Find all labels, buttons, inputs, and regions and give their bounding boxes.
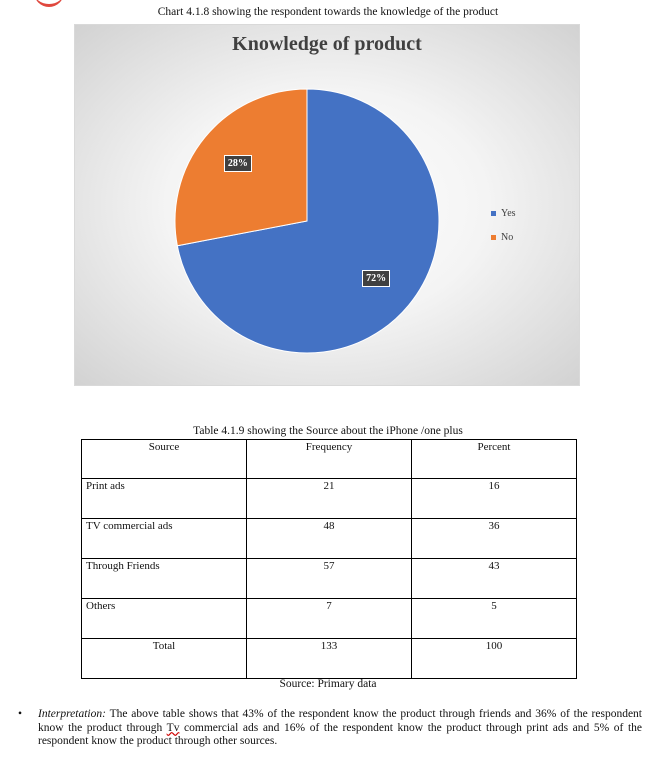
interpretation-label: Interpretation: — [38, 708, 106, 720]
data-label-no: 28% — [224, 155, 252, 172]
cell-source: Through Friends — [82, 559, 247, 599]
cell-source-total: Total — [82, 639, 247, 679]
spellcheck-word: Tv — [166, 721, 180, 734]
cell-percent: 43 — [412, 559, 577, 599]
source-note: Source: Primary data — [279, 678, 377, 690]
chart-title: Knowledge of product — [232, 33, 422, 55]
bullet-icon: • — [18, 708, 23, 720]
cell-percent: 36 — [412, 519, 577, 559]
legend-label-no: No — [501, 231, 514, 243]
chart-legend — [491, 207, 516, 255]
cell-frequency: 48 — [247, 519, 412, 559]
interpretation-part-2: commercial ads and 16% of the respondent know the product through print ads and 5% of the respondent know the product through other sources. — [38, 721, 642, 747]
legend-item-no — [491, 231, 516, 243]
cell-frequency-total: 133 — [247, 639, 412, 679]
table-row — [82, 519, 577, 559]
interpretation-paragraph — [18, 708, 642, 749]
table-row — [82, 599, 577, 639]
source-table — [81, 439, 577, 679]
cell-percent: 5 — [412, 599, 577, 639]
pie-chart — [74, 24, 580, 386]
interpretation-text — [38, 708, 642, 749]
cell-percent: 16 — [412, 479, 577, 519]
chart-caption: Chart 4.1.8 showing the respondent towards the knowledge of the product — [157, 6, 499, 18]
pie-svg — [75, 25, 581, 387]
legend-swatch-no — [491, 235, 496, 240]
table-row — [82, 479, 577, 519]
cell-source: Others — [82, 599, 247, 639]
legend-swatch-yes — [491, 211, 496, 216]
legend-label-yes: Yes — [501, 207, 516, 219]
header-source: Source — [82, 440, 247, 479]
table-row — [82, 559, 577, 599]
table-header-row — [82, 440, 577, 479]
cell-source: Print ads — [82, 479, 247, 519]
data-label-yes: 72% — [362, 270, 390, 287]
table-caption: Table 4.1.9 showing the Source about the iPhone /one plus — [193, 425, 463, 437]
cell-frequency: 57 — [247, 559, 412, 599]
cell-frequency: 21 — [247, 479, 412, 519]
header-frequency: Frequency — [247, 440, 412, 479]
cell-percent-total: 100 — [412, 639, 577, 679]
cell-source: TV commercial ads — [82, 519, 247, 559]
cell-frequency: 7 — [247, 599, 412, 639]
interpretation-part-1: The above table shows that 43% of the respondent know the product through friends and 36% of the respondent know the product through — [38, 708, 642, 734]
header-percent: Percent — [412, 440, 577, 479]
table-total-row — [82, 639, 577, 679]
legend-item-yes — [491, 207, 516, 219]
